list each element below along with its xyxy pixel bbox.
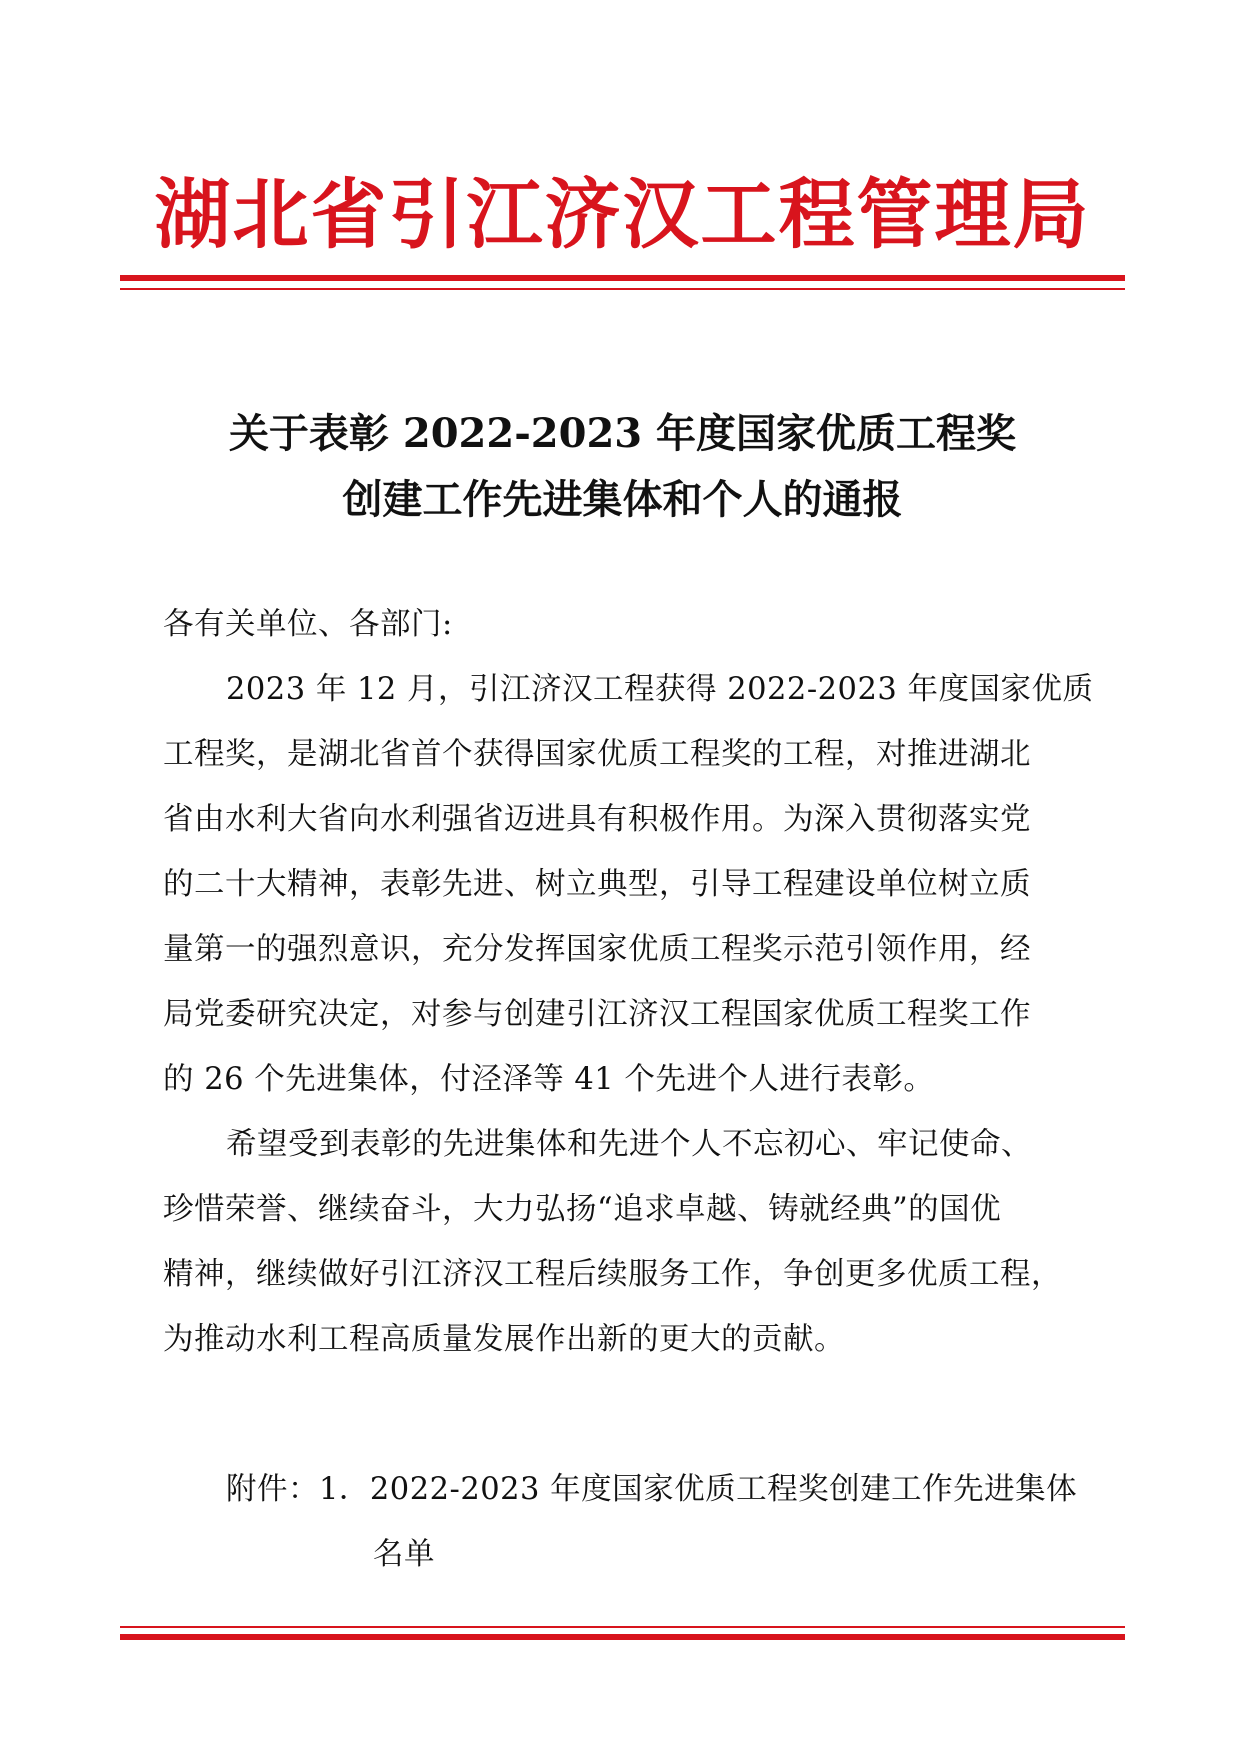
document-title-line-2: 创建工作先进集体和个人的通报 — [342, 476, 903, 523]
paragraph-1-line: 的二十大精神，表彰先进、树立典型，引导工程建设单位树立质 — [163, 867, 1031, 902]
masthead-org-name: 湖北省引江济汉工程管理局 — [154, 170, 1091, 259]
masthead-rule-thin — [120, 288, 1125, 290]
paragraph-2-line: 希望受到表彰的先进集体和先进个人不忘初心、牢记使命、 — [226, 1127, 1032, 1162]
paragraph-2-line: 为推动水利工程高质量发展作出新的更大的贡献。 — [163, 1322, 845, 1357]
paragraph-1-line: 的 26 个先进集体，付泾泽等 41 个先进个人进行表彰。 — [163, 1062, 935, 1097]
masthead-rule-thick — [120, 275, 1125, 281]
attachment-line-1: 附件：1．2022-2023 年度国家优质工程奖创建工作先进集体 — [226, 1472, 1078, 1507]
attachment-line-2: 名单 — [373, 1537, 435, 1572]
footer-rule-thick — [120, 1634, 1125, 1640]
paragraph-1-line: 量第一的强烈意识，充分发挥国家优质工程奖示范引领作用，经 — [163, 932, 1031, 967]
paragraph-1-line: 局党委研究决定，对参与创建引江济汉工程国家优质工程奖工作 — [163, 997, 1031, 1032]
footer-rule-thin — [120, 1626, 1125, 1628]
paragraph-1-line: 工程奖，是湖北省首个获得国家优质工程奖的工程，对推进湖北 — [163, 737, 1031, 772]
paragraph-1-line: 省由水利大省向水利强省迈进具有积极作用。为深入贯彻落实党 — [163, 802, 1031, 837]
salutation: 各有关单位、各部门: — [163, 607, 453, 642]
paragraph-2-line: 精神，继续做好引江济汉工程后续服务工作，争创更多优质工程， — [163, 1257, 1062, 1292]
document-title-line-1: 关于表彰 2022-2023 年度国家优质工程奖 — [228, 410, 1017, 457]
paragraph-1-line: 2023 年 12 月，引江济汉工程获得 2022-2023 年度国家优质 — [226, 672, 1094, 707]
paragraph-2-line: 珍惜荣誉、继续奋斗，大力弘扬“追求卓越、铸就经典”的国优 — [163, 1192, 1002, 1227]
